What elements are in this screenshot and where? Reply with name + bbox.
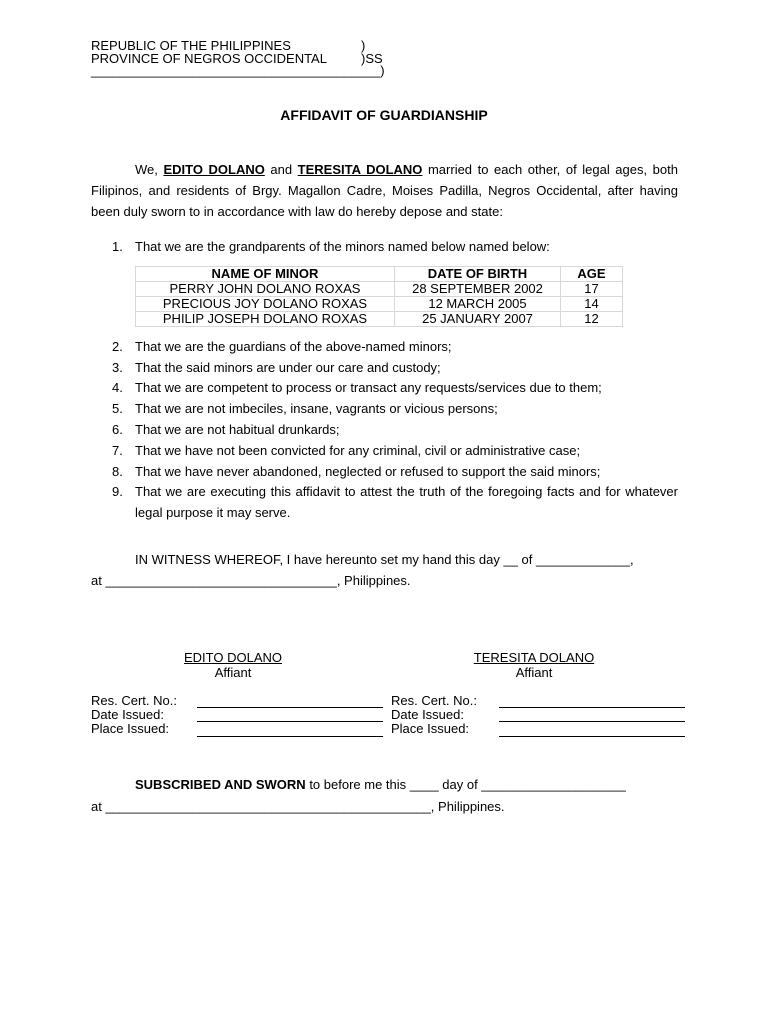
cert-label-res-left: Res. Cert. No.:	[91, 693, 177, 708]
list-item-number: 4.	[112, 380, 123, 395]
table-header-age: AGE	[561, 267, 623, 282]
signatory-role: Affiant	[515, 664, 553, 680]
intro-and: and	[264, 162, 298, 177]
signatory-role: Affiant	[214, 664, 252, 680]
table-header-dob: DATE OF BIRTH	[395, 267, 561, 282]
list-item-number: 1.	[112, 239, 123, 254]
cert-label-res-right: Res. Cert. No.:	[391, 693, 477, 708]
table-header-name: NAME OF MINOR	[136, 267, 395, 282]
list-item-text: That we are competent to process or transact any requests/services due to them;	[135, 380, 602, 395]
table-row	[136, 282, 623, 297]
witness-line-2: at ________________________________, Philippines.	[91, 573, 411, 588]
table-cell: 12	[561, 312, 623, 327]
intro-rest: married to each other, of legal ages, both Filipinos, and residents of Brgy. Magallon Cadre, Moises Padilla, Negros Occidental, after having been duly sworn to in accordance with law do hereby depose and state:	[91, 162, 678, 219]
signatory-name: TERESITA DOLANO	[473, 650, 595, 665]
list-item-text: That we are not habitual drunkards;	[135, 422, 340, 437]
cert-label-place-right: Place Issued:	[391, 721, 470, 736]
cert-label-date-right: Date Issued:	[391, 707, 464, 722]
table-row	[136, 312, 623, 327]
table-cell: PHILIP JOSEPH DOLANO ROXAS	[136, 312, 395, 327]
signatory-name: EDITO DOLANO	[183, 650, 282, 665]
cert-blank-line	[499, 707, 685, 708]
minors-table	[135, 266, 623, 327]
list-item-number: 8.	[112, 464, 123, 479]
cert-blank-line	[499, 721, 685, 722]
list-item-text: That we are the guardians of the above-named minors;	[135, 339, 452, 354]
table-cell: 12 MARCH 2005	[395, 297, 561, 312]
jurat-line-1	[135, 778, 626, 793]
jurat-bold: SUBSCRIBED AND SWORN	[135, 777, 306, 792]
jurat-rest: to before me this ____ day of ____________________	[305, 777, 626, 792]
signatory-block-teresita	[459, 651, 609, 681]
header-mark-1: )	[361, 38, 366, 53]
list-item-text: That we are the grandparents of the minors named below named below:	[135, 239, 550, 254]
cert-blank-line	[197, 736, 383, 737]
header-blank-line: ________________________________________)	[91, 63, 385, 78]
list-item-text: That we are executing this affidavit to attest the truth of the foregoing facts and for whatever legal purpose it may serve.	[135, 484, 678, 520]
list-item-text: That the said minors are under our care and custody;	[135, 360, 441, 375]
witness-line-1: IN WITNESS WHEREOF, I have hereunto set my hand this day __ of _____________,	[135, 552, 634, 567]
cert-label-date-left: Date Issued:	[91, 707, 164, 722]
intro-name-edito: EDITO DOLANO	[163, 162, 265, 177]
list-item-text: That we have never abandoned, neglected or refused to support the said minors;	[135, 464, 601, 479]
document-title: AFFIDAVIT OF GUARDIANSHIP	[280, 107, 488, 123]
header-mark-2: )SS	[361, 51, 383, 66]
table-cell: PRECIOUS JOY DOLANO ROXAS	[136, 297, 395, 312]
header-republic: REPUBLIC OF THE PHILIPPINES	[91, 38, 291, 53]
list-item-number: 3.	[112, 360, 123, 375]
table-cell: 25 JANUARY 2007	[395, 312, 561, 327]
list-item-text: That we have not been convicted for any criminal, civil or administrative case;	[135, 443, 581, 458]
cert-label-place-left: Place Issued:	[91, 721, 170, 736]
table-cell: 17	[561, 282, 623, 297]
list-item-number: 2.	[112, 339, 123, 354]
list-item-number: 5.	[112, 401, 123, 416]
intro-name-teresita: TERESITA DOLANO	[297, 162, 423, 177]
list-item-number: 7.	[112, 443, 123, 458]
header-province: PROVINCE OF NEGROS OCCIDENTAL	[91, 51, 327, 66]
cert-blank-line	[197, 721, 383, 722]
jurat-line-2: at _____________________________________________, Philippines.	[91, 799, 505, 814]
table-cell: 14	[561, 297, 623, 312]
list-item-text: That we are not imbeciles, insane, vagrants or vicious persons;	[135, 401, 498, 416]
table-cell: 28 SEPTEMBER 2002	[395, 282, 561, 297]
signatory-block-edito	[158, 651, 308, 681]
table-cell: PERRY JOHN DOLANO ROXAS	[136, 282, 395, 297]
intro-we: We,	[135, 162, 164, 177]
cert-blank-line	[197, 707, 383, 708]
intro-paragraph	[91, 159, 678, 222]
table-header-row	[136, 267, 623, 282]
cert-blank-line	[499, 736, 685, 737]
list-item-number: 6.	[112, 422, 123, 437]
list-item-number: 9.	[112, 484, 123, 499]
table-row	[136, 297, 623, 312]
